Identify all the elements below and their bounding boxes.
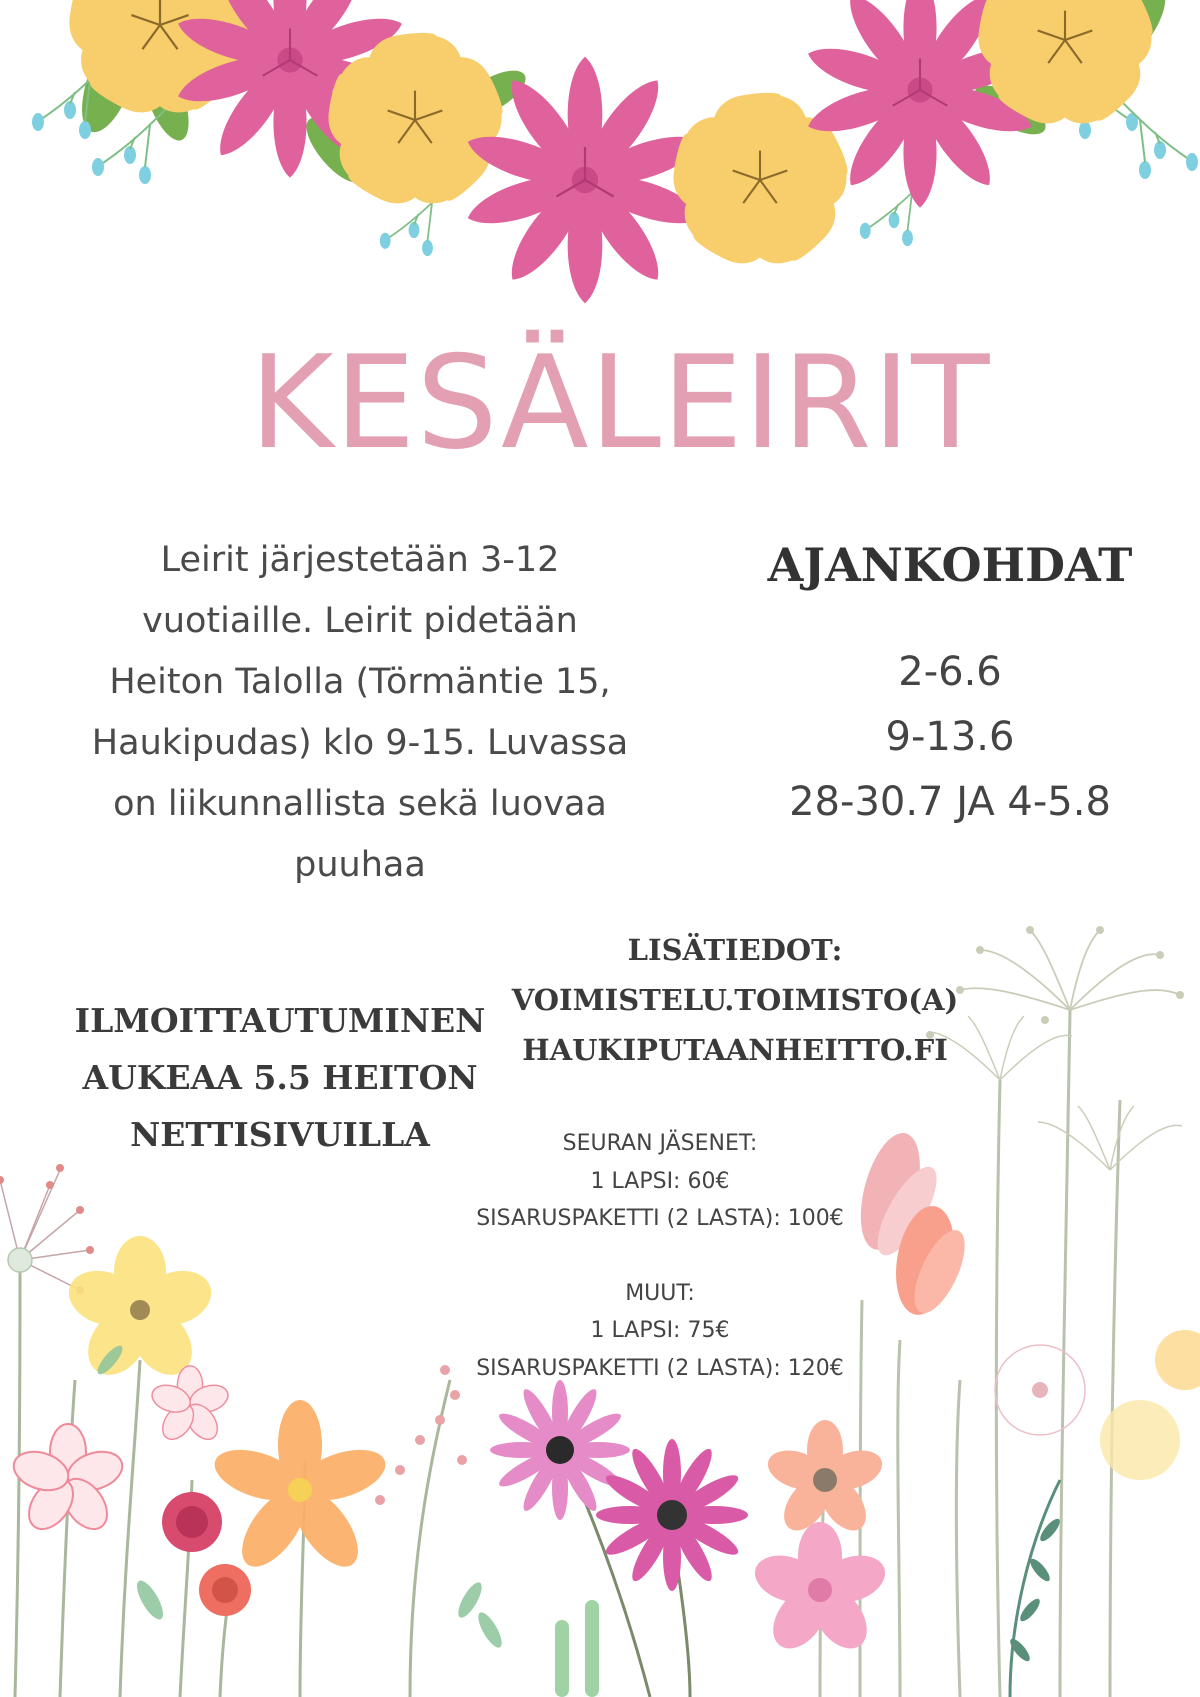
- others-heading: MUUT:: [625, 1280, 695, 1306]
- registration-line: ILMOITTAUTUMINEN: [74, 1001, 486, 1040]
- page-title: KESÄLEIRIT: [249, 329, 991, 478]
- intro-line: Heiton Talolla (Törmäntie 15,: [109, 662, 611, 702]
- others-sibling-price: SISARUSPAKETTI (2 LASTA): 120€: [476, 1355, 844, 1381]
- members-heading: SEURAN JÄSENET:: [562, 1131, 758, 1156]
- members-sibling-price: SISARUSPAKETTI (2 LASTA): 100€: [476, 1206, 844, 1231]
- date-item: 9-13.6: [885, 714, 1015, 760]
- others-one-child-price: 1 LAPSI: 75€: [590, 1318, 730, 1343]
- intro-line: on liikunnallista sekä luovaa: [113, 784, 607, 824]
- dates-heading: AJANKOHDAT: [767, 538, 1133, 592]
- info-heading: LISÄTIEDOT:: [627, 933, 843, 967]
- intro-line: Haukipudas) klo 9-15. Luvassa: [91, 723, 629, 763]
- price-list: [430, 1125, 890, 1387]
- dates-list: [740, 640, 1160, 835]
- members-one-child-price: 1 LAPSI: 60€: [590, 1168, 730, 1194]
- contact-email-line: VOIMISTELU.TOIMISTO(A): [511, 983, 959, 1017]
- intro-line: Leirit järjestetään 3-12: [160, 540, 560, 580]
- registration-line: AUKEAA 5.5 HEITON: [82, 1058, 478, 1097]
- contact-email-line: HAUKIPUTAANHEITTO.FI: [522, 1033, 948, 1067]
- date-item: 2-6.6: [898, 649, 1002, 695]
- date-item: 28-30.7 JA 4-5.8: [789, 779, 1111, 825]
- intro-line: puuhaa: [294, 845, 426, 885]
- intro-paragraph: [60, 530, 660, 896]
- registration-line: NETTISIVUILLA: [130, 1115, 430, 1154]
- intro-line: vuotiaille. Leirit pidetään: [142, 601, 578, 641]
- contact-info: [510, 925, 960, 1075]
